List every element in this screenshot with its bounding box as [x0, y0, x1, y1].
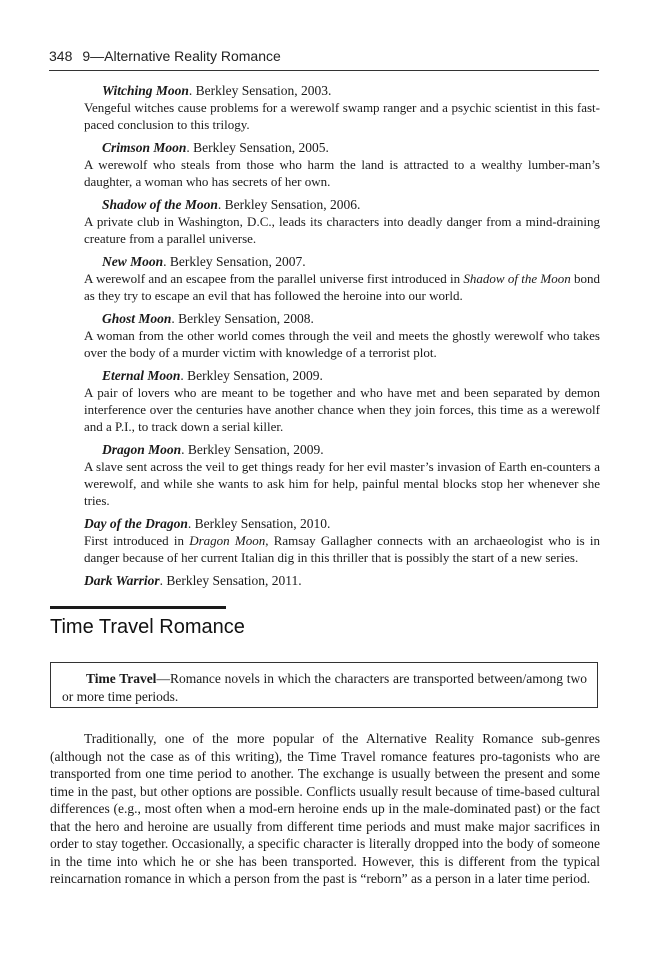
book-list [84, 82, 600, 595]
book-description: A pair of lovers who are meant to be together and who have met and been separated by demon interference over the centuries have another chance when they join forces, this time as a werewolf and a P.I., to track down a serial killer. [84, 385, 600, 434]
book-publication: . Berkley Sensation, 2009. [180, 368, 323, 383]
book-publication: . Berkley Sensation, 2011. [159, 573, 302, 588]
book-title: Ghost Moon [102, 311, 172, 326]
book-description: A private club in Washington, D.C., leads its characters into deadly danger from a mind-draining creature from a parallel universe. [84, 214, 600, 246]
running-head [49, 48, 599, 71]
book-entry [84, 515, 600, 566]
definition-term: Time Travel [86, 671, 157, 686]
book-publication: . Berkley Sensation, 2007. [163, 254, 306, 269]
book-publication: . Berkley Sensation, 2003. [188, 83, 332, 98]
entry-title-line [102, 441, 600, 458]
book-entry [84, 367, 600, 435]
section-heading: Time Travel Romance [50, 616, 245, 638]
book-entry [84, 196, 600, 247]
section-rule [50, 606, 226, 609]
book-description: Vengeful witches cause problems for a werewolf swamp ranger and a psychic scientist in this fast-paced conclusion to this trilogy. [84, 100, 600, 132]
book-description [84, 532, 600, 566]
book-entry [84, 253, 600, 304]
book-title: Day of the Dragon [84, 516, 188, 531]
book-entry [84, 441, 600, 509]
book-title: Witching Moon [102, 83, 189, 98]
entry-title-line [102, 310, 600, 327]
book-publication: . Berkley Sensation, 2006. [217, 197, 361, 212]
definition-text: —Romance novels in which the characters are transported between/among two or more time periods. [62, 671, 587, 704]
book-title: Dragon Moon [102, 442, 182, 457]
description-text: A werewolf and an escapee from the parallel universe first introduced in [84, 271, 464, 286]
entry-title-line [102, 367, 600, 384]
description-text: First introduced in [84, 533, 190, 548]
book-entry [84, 310, 600, 361]
entry-title-line [102, 253, 600, 270]
book-description: A werewolf who steals from those who harm the land is attracted to a wealthy lumber-man’s daughter, a woman who has secrets of her own. [84, 157, 600, 189]
book-title: Shadow of the Moon [102, 197, 218, 212]
book-entry [84, 139, 600, 190]
book-publication: . Berkley Sensation, 2009. [181, 442, 324, 457]
book-title: New Moon [102, 254, 164, 269]
book-title: Crimson Moon [102, 140, 187, 155]
entry-title-line [102, 196, 600, 213]
book-title: Dark Warrior [84, 573, 160, 588]
entry-title-line [84, 515, 600, 532]
entry-title-line [102, 82, 600, 99]
book-entry [84, 572, 600, 589]
book-entry [84, 82, 600, 133]
entry-title-line [84, 572, 600, 589]
cited-title: Shadow of the Moon [463, 271, 571, 286]
page-number: 348 [49, 48, 73, 64]
book-description [84, 270, 600, 304]
book-publication: . Berkley Sensation, 2010. [187, 516, 331, 531]
body-paragraph: Traditionally, one of the more popular of the Alternative Reality Romance sub-genres (although not the case as of this writing), the Time Travel romance features pro-tagonists who are transported from one time period to another. The exchange is usually between the present and some time in the past, but other options are possible. Conflicts usually result because of time-based cultural differences (e.g., most often when a mod-ern heroine ends up in the male-dominated past) or the fact that the hero and heroine are usually from different time periods and must make major sacrifices in order to stay together. Occasionally, a specific character is literally dropped into the body of someone in the time into which he or she has been transported. However, this is different from the typical reincarnation romance in which a person from the past is “reborn” as a person in a later time period. [50, 731, 600, 886]
book-title: Eternal Moon [102, 368, 181, 383]
book-description: A slave sent across the veil to get things ready for her evil master’s invasion of Earth en-counters a werewolf, and while she wants to ask him for help, painful mental blocks stop her whenever she tries. [84, 459, 600, 508]
description-text: bond as they try to escape an evil that has followed the heroine into our world. [84, 271, 600, 303]
description-text: , Ramsay Gallagher connects with an archaeologist who is in danger because of her current Italian dig in this thriller that is possibly the start of a new series. [84, 533, 601, 565]
definition-box [50, 662, 598, 708]
book-publication: . Berkley Sensation, 2005. [186, 140, 329, 155]
entry-title-line [102, 139, 600, 156]
chapter-title: 9—Alternative Reality Romance [82, 48, 281, 64]
book-description: A woman from the other world comes through the veil and meets the ghostly werewolf who takes over the body of a murder victim with knowledge of a terrorist plot. [84, 328, 600, 360]
cited-title: Dragon Moon [189, 533, 266, 548]
book-publication: . Berkley Sensation, 2008. [171, 311, 314, 326]
